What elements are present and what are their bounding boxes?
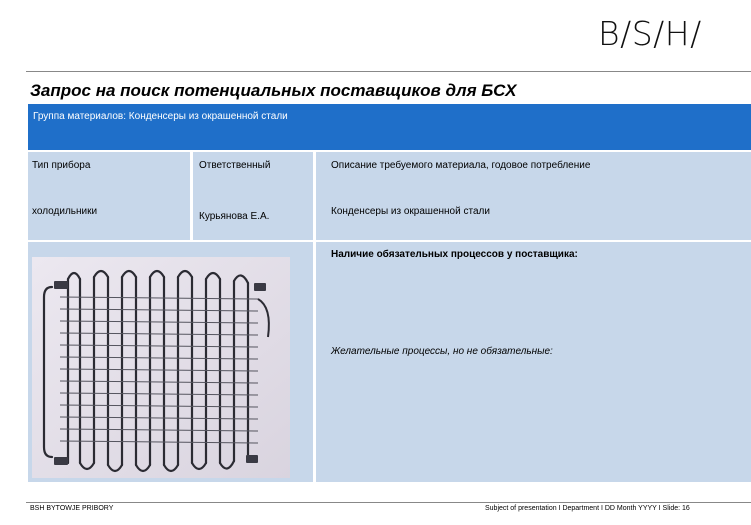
bottom-divider [26, 502, 751, 503]
product-photo-cell [28, 242, 313, 482]
desired-processes-label: Желательные процессы, но не обязательные: [331, 346, 553, 357]
responsible-header: Ответственный [199, 160, 271, 171]
bsh-logo: B/S/H/ [598, 14, 702, 53]
appliance-type-cell [28, 152, 190, 240]
supplier-processes-cell [316, 242, 751, 482]
description-cell [316, 152, 751, 240]
footer-company: BSH BYTOWJE PRIBORY [30, 505, 114, 512]
condenser-photo [32, 257, 290, 478]
material-group-band [28, 104, 751, 150]
top-divider [26, 71, 751, 72]
responsible-cell [193, 152, 313, 240]
responsible-value: Курьянова Е.А. [199, 211, 270, 222]
page-title: Запрос на поиск потенциальных поставщиков для БСХ [30, 81, 517, 100]
description-value: Конденсеры из окрашенной стали [331, 206, 490, 217]
required-processes-label: Наличие обязательных процессов у поставщика: [331, 249, 578, 260]
appliance-type-header: Тип прибора [32, 160, 91, 171]
footer-slide-info: Subject of presentation I Department I DD Month YYYY I Slide: 16 [485, 505, 690, 512]
description-header: Описание требуемого материала, годовое потребление [331, 160, 591, 171]
material-group-label: Группа материалов: Конденсеры из окрашенной стали [33, 111, 288, 122]
appliance-type-value: холодильники [32, 206, 98, 217]
